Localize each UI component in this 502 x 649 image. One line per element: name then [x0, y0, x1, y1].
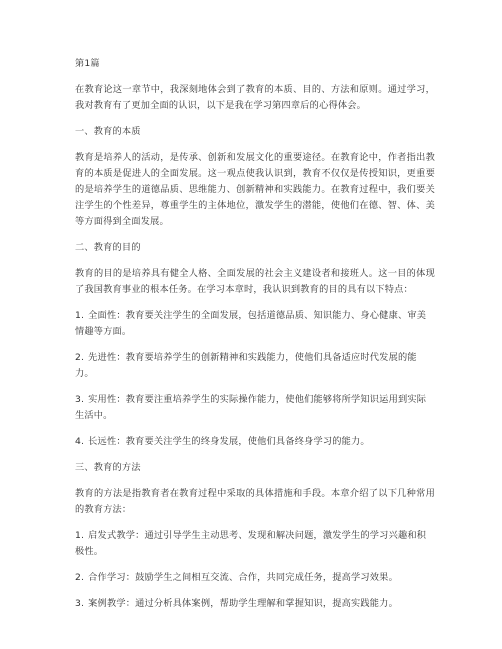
list-item-text: 启发式教学：通过引导学生主动思考、发现和解决问题，激发学生的学习兴趣和积极性。: [75, 530, 427, 557]
list-item-number: 1.: [75, 310, 85, 321]
list-item-number: 2.: [75, 572, 85, 583]
list-item-text: 实用性：教育要注重培养学生的实际操作能力，使他们能够将所学知识运用到实际生活中。: [75, 394, 427, 421]
list-item-number: 4.: [75, 436, 85, 447]
list-item-text: 合作学习：鼓励学生之间相互交流、合作，共同完成任务，提高学习效果。: [88, 572, 398, 583]
list-item: [75, 308, 435, 340]
section-heading-essence: 一、教育的本质: [75, 126, 141, 137]
section-paragraph: 教育的方法是指教育者在教育过程中采取的具体措施和手段。本章介绍了以下几种常用的教育方法：: [75, 488, 435, 515]
list-item: [75, 570, 435, 586]
section-heading-methods: 三、教育的方法: [75, 462, 141, 473]
list-item-number: 2.: [75, 352, 85, 363]
document-body: [75, 56, 435, 622]
list-item-number: 1.: [75, 530, 85, 541]
list-item: [75, 434, 435, 450]
list-item: [75, 350, 435, 382]
section-paragraph: 教育是培养人的活动，是传承、创新和发展文化的重要途径。在教育论中，作者指出教育的本质是促进人的全面发展。这一观点使我认识到，教育不仅仅是传授知识，更重要的是培养学生的道德品质、思维能力、创新精神和实践能力。在教育过程中，我们要关注学生的个性差异，尊重学生的主体地位，激发学生的潜能，使他们在德、智、体、美等方面得到全面发展。: [75, 152, 435, 227]
list-item: [75, 392, 435, 424]
list-item-text: 先进性：教育要培养学生的创新精神和实践能力，使他们具备适应时代发展的能力。: [75, 352, 417, 379]
list-item-text: 案例教学：通过分析具体案例，帮助学生理解和掌握知识，提高实践能力。: [88, 598, 398, 609]
list-item: [75, 596, 435, 612]
list-item-text: 全面性：教育要关注学生的全面发展，包括道德品质、知识能力、身心健康、审美情趣等方面。: [75, 310, 427, 337]
list-item: [75, 528, 435, 560]
section-paragraph: 教育的目的是培养具有健全人格、全面发展的社会主义建设者和接班人。这一目的体现了我国教育事业的根本任务。在学习本章时，我认识到教育的目的具有以下特点：: [75, 268, 435, 295]
document-title: 第1篇: [75, 58, 100, 69]
list-item-text: 长远性：教育要关注学生的终身发展，使他们具备终身学习的能力。: [88, 436, 370, 447]
list-item-number: 3.: [75, 598, 85, 609]
intro-paragraph: 在教育论这一章节中，我深刻地体会到了教育的本质、目的、方法和原则。通过学习，我对教育有了更加全面的认识，以下是我在学习第四章后的心得体会。: [75, 84, 435, 111]
section-heading-purpose: 二、教育的目的: [75, 242, 141, 253]
list-item-number: 3.: [75, 394, 85, 405]
